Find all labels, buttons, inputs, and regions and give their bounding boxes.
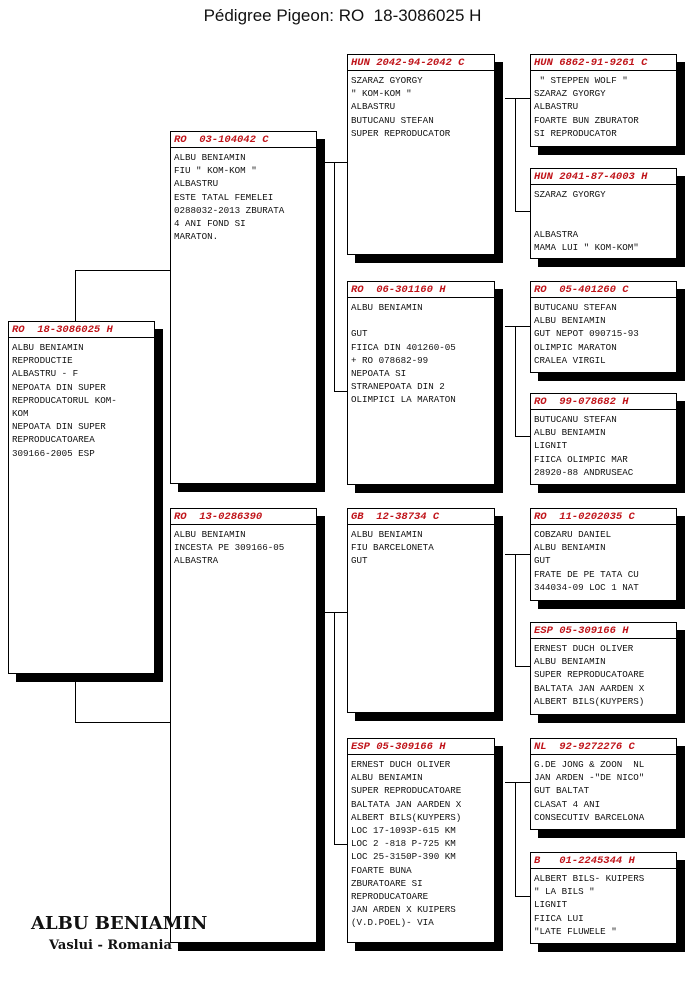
pedigree-line: STRANEPOATA DIN 2	[351, 381, 445, 393]
pedigree-line: " LA BILS "	[534, 886, 595, 898]
ring-number: RO 99-078682 H	[531, 394, 676, 410]
connector	[334, 391, 347, 392]
pedigree-line: LOC 2 -818 P-725 KM	[351, 838, 456, 850]
pedigree-line: (V.D.POEL)- VIA	[351, 917, 434, 929]
breeder-location: Vaslui - Romania	[49, 938, 172, 953]
pedigree-line: OLIMPICI LA MARATON	[351, 394, 456, 406]
pedigree-line: " KOM-KOM "	[351, 88, 412, 100]
pedigree-line: FIICA DIN 401260-05	[351, 341, 456, 353]
pedigree-line: LOC 17-1093P-615 KM	[351, 825, 456, 837]
pigeon-card-dam-sire[interactable]	[347, 508, 495, 713]
pedigree-line: FIICA OLIMPIC MAR	[534, 453, 628, 465]
ring-number: RO 18-3086025 H	[9, 322, 154, 338]
pedigree-line: BALTATA JAN AARDEN X	[351, 798, 462, 810]
pigeon-card-sire[interactable]	[170, 131, 317, 484]
pedigree-line: 28920-88 ANDRUSEAC	[534, 466, 634, 478]
pedigree-line: REPRODUCATOARE	[351, 891, 429, 903]
pedigree-line: REPRODUCTIE	[12, 355, 73, 367]
connector	[505, 98, 530, 99]
pedigree-line: GUT BALTAT	[534, 785, 590, 797]
pigeon-details	[531, 185, 676, 254]
pedigree-line: ESTE TATAL FEMELEI	[174, 191, 274, 203]
pedigree-line: FIU " KOM-KOM "	[174, 165, 257, 177]
pigeon-card-dam[interactable]	[170, 508, 317, 943]
connector	[515, 98, 516, 212]
pigeon-card-dss[interactable]	[530, 508, 677, 601]
pedigree-line: ALBU BENIAMIN	[534, 542, 606, 554]
pedigree-line: JAN ARDEN X KUIPERS	[351, 904, 456, 916]
pedigree-line: CLASAT 4 ANI	[534, 798, 601, 810]
pedigree-line: NEPOATA SI	[351, 368, 407, 380]
connector	[334, 612, 335, 845]
pigeon-card-sire-sire[interactable]	[347, 54, 495, 255]
pedigree-line: 344034-09 LOC 1 NAT	[534, 581, 639, 593]
pedigree-line: ALBU BENIAMIN	[351, 529, 423, 540]
connector	[334, 844, 347, 845]
pedigree-line: SZARAZ GYORGY	[534, 189, 606, 200]
connector	[515, 436, 530, 437]
pedigree-line: "LATE FLUWELE "	[534, 925, 617, 937]
pedigree-line: BUTUCANU STEFAN	[351, 114, 434, 126]
pedigree-line	[351, 314, 491, 327]
connector	[515, 666, 530, 667]
pigeon-card-dsd[interactable]	[530, 622, 677, 715]
pedigree-line: ALBASTRU	[351, 101, 396, 113]
pedigree-line: 309166-2005 ESP	[12, 447, 95, 459]
pedigree-line: SUPER REPRODUCATOARE	[351, 785, 462, 797]
connector	[505, 326, 530, 327]
pedigree-line	[534, 201, 673, 214]
connector	[316, 162, 347, 163]
pedigree-line: LIGNIT	[534, 440, 568, 452]
pedigree-line: NEPOATA DIN SUPER	[12, 381, 106, 393]
pigeon-card-sire-dam[interactable]	[347, 281, 495, 485]
connector	[515, 896, 530, 897]
pedigree-line: ERNEST DUCH OLIVER	[351, 759, 451, 770]
connector	[515, 211, 530, 212]
pedigree-line: ALBU BENIAMIN	[12, 342, 84, 353]
pedigree-line: G.DE JONG & ZOON NL	[534, 759, 645, 770]
pigeon-details	[348, 525, 494, 568]
pedigree-line: OLIMPIC MARATON	[534, 341, 617, 353]
pigeon-details	[348, 298, 494, 407]
pigeon-card-subject[interactable]	[8, 321, 155, 674]
pedigree-line: ALBERT BILS- KUIPERS	[534, 873, 645, 884]
pedigree-line: NEPOATA DIN SUPER	[12, 421, 106, 433]
pedigree-line: ALBU BENIAMIN	[174, 529, 246, 540]
ring-number: RO 13-0286390	[171, 509, 316, 525]
pigeon-card-ddd[interactable]	[530, 852, 677, 944]
pedigree-line: ALBASTRU	[534, 101, 579, 113]
pedigree-line: ALBASTRA	[174, 555, 219, 567]
pedigree-line: 4 ANI FOND SI	[174, 218, 246, 230]
pedigree-line: ALBU BENIAMIN	[351, 772, 423, 784]
ring-number: RO 03-104042 C	[171, 132, 316, 148]
pedigree-line: GUT	[351, 555, 368, 567]
pigeon-details	[348, 755, 494, 930]
connector	[316, 612, 347, 613]
connector	[515, 326, 516, 437]
ring-number: ESP 05-309166 H	[531, 623, 676, 639]
pedigree-line: ALBU BENIAMIN	[534, 427, 606, 439]
ring-number: NL 92-9272276 C	[531, 739, 676, 755]
pedigree-line: GUT	[534, 555, 551, 567]
connector	[75, 270, 171, 271]
pedigree-line: LIGNIT	[534, 899, 568, 911]
pigeon-details	[531, 298, 676, 367]
connector	[505, 554, 530, 555]
pedigree-line: ERNEST DUCH OLIVER	[534, 643, 634, 654]
pigeon-details	[171, 525, 316, 568]
ring-number: RO 11-0202035 C	[531, 509, 676, 525]
ring-number: B 01-2245344 H	[531, 853, 676, 869]
page-title: Pédigree Pigeon: RO 18-3086025 H	[203, 6, 482, 25]
pedigree-line: ALBU BENIAMIN	[351, 302, 423, 313]
pigeon-details	[531, 755, 676, 824]
ring-number: HUN 6862-91-9261 C	[531, 55, 676, 71]
pedigree-line: GUT	[351, 328, 368, 340]
pedigree-line: ALBERT BILS(KUYPERS)	[534, 695, 645, 707]
pigeon-details	[531, 525, 676, 594]
pedigree-line: LOC 25-3150P-390 KM	[351, 851, 456, 863]
pedigree-line: INCESTA PE 309166-05	[174, 542, 285, 554]
pedigree-line: GUT NEPOT 090715-93	[534, 328, 639, 340]
pedigree-line: BUTUCANU STEFAN	[534, 302, 617, 313]
pedigree-line: ALBASTRU - F	[12, 368, 79, 380]
pigeon-details	[9, 338, 154, 460]
pigeon-details	[531, 869, 676, 938]
pedigree-line: ALBASTRU	[174, 178, 219, 190]
pedigree-line: SI REPRODUCATOR	[534, 127, 617, 139]
pigeon-details	[348, 71, 494, 140]
pigeon-details	[531, 639, 676, 708]
pedigree-line: ALBU BENIAMIN	[174, 152, 246, 163]
pedigree-line: ALBERT BILS(KUYPERS)	[351, 811, 462, 823]
pedigree-line: SZARAZ GYORGY	[534, 88, 606, 100]
pedigree-line: ALBASTRA	[534, 228, 579, 240]
connector	[515, 782, 516, 897]
pedigree-line: SZARAZ GYORGY	[351, 75, 423, 86]
ring-number: RO 05-401260 C	[531, 282, 676, 298]
pedigree-line: FIICA LUI	[534, 912, 584, 924]
pedigree-line: ZBURATOARE SI	[351, 877, 423, 889]
pedigree-line: BALTATA JAN AARDEN X	[534, 682, 645, 694]
pedigree-line: ALBU BENIAMIN	[534, 315, 606, 327]
ring-number: ESP 05-309166 H	[348, 739, 494, 755]
pedigree-line	[534, 214, 673, 227]
pedigree-line: REPRODUCATOAREA	[12, 434, 95, 446]
pedigree-line: FOARTE BUN ZBURATOR	[534, 114, 639, 126]
connector	[515, 554, 516, 667]
pigeon-details	[171, 148, 316, 243]
pedigree-line: MARATON.	[174, 231, 219, 243]
pedigree-line: JAN ARDEN -"DE NICO"	[534, 772, 645, 784]
ring-number: RO 06-301160 H	[348, 282, 494, 298]
pedigree-line: 0288032-2013 ZBURATA	[174, 204, 285, 216]
ring-number: HUN 2041-87-4003 H	[531, 169, 676, 185]
pigeon-details	[531, 71, 676, 140]
ring-number: GB 12-38734 C	[348, 509, 494, 525]
pedigree-line: SUPER REPRODUCATOR	[351, 127, 451, 139]
pigeon-card-ssd[interactable]	[530, 168, 677, 259]
pedigree-line: MAMA LUI " KOM-KOM"	[534, 241, 639, 253]
pedigree-line: + RO 078682-99	[351, 354, 429, 366]
ring-number: HUN 2042-94-2042 C	[348, 55, 494, 71]
pedigree-line: KOM	[12, 408, 29, 420]
pedigree-line: COBZARU DANIEL	[534, 529, 612, 540]
pedigree-line: REPRODUCATORUL KOM-	[12, 394, 117, 406]
pedigree-line: SUPER REPRODUCATOARE	[534, 669, 645, 681]
connector	[75, 673, 76, 723]
breeder-name: ALBU BENIAMIN	[31, 913, 208, 934]
pigeon-card-sss[interactable]	[530, 54, 677, 147]
pigeon-card-sds[interactable]	[530, 281, 677, 373]
pigeon-card-dds[interactable]	[530, 738, 677, 830]
pedigree-line: ALBU BENIAMIN	[534, 656, 606, 668]
pedigree-line: CONSECUTIV BARCELONA	[534, 811, 645, 823]
pedigree-line: FRATE DE PE TATA CU	[534, 568, 639, 580]
connector	[334, 162, 335, 392]
pedigree-line: " STEPPEN WOLF "	[534, 75, 628, 86]
pedigree-line: FOARTE BUNA	[351, 864, 412, 876]
connector	[505, 782, 530, 783]
connector	[75, 270, 76, 322]
pigeon-card-dam-dam[interactable]	[347, 738, 495, 943]
pedigree-line: CRALEA VIRGIL	[534, 354, 606, 366]
connector	[75, 722, 171, 723]
pigeon-card-sdd[interactable]	[530, 393, 677, 485]
pedigree-line: FIU BARCELONETA	[351, 542, 434, 554]
pigeon-details	[531, 410, 676, 479]
pedigree-line: BUTUCANU STEFAN	[534, 414, 617, 425]
